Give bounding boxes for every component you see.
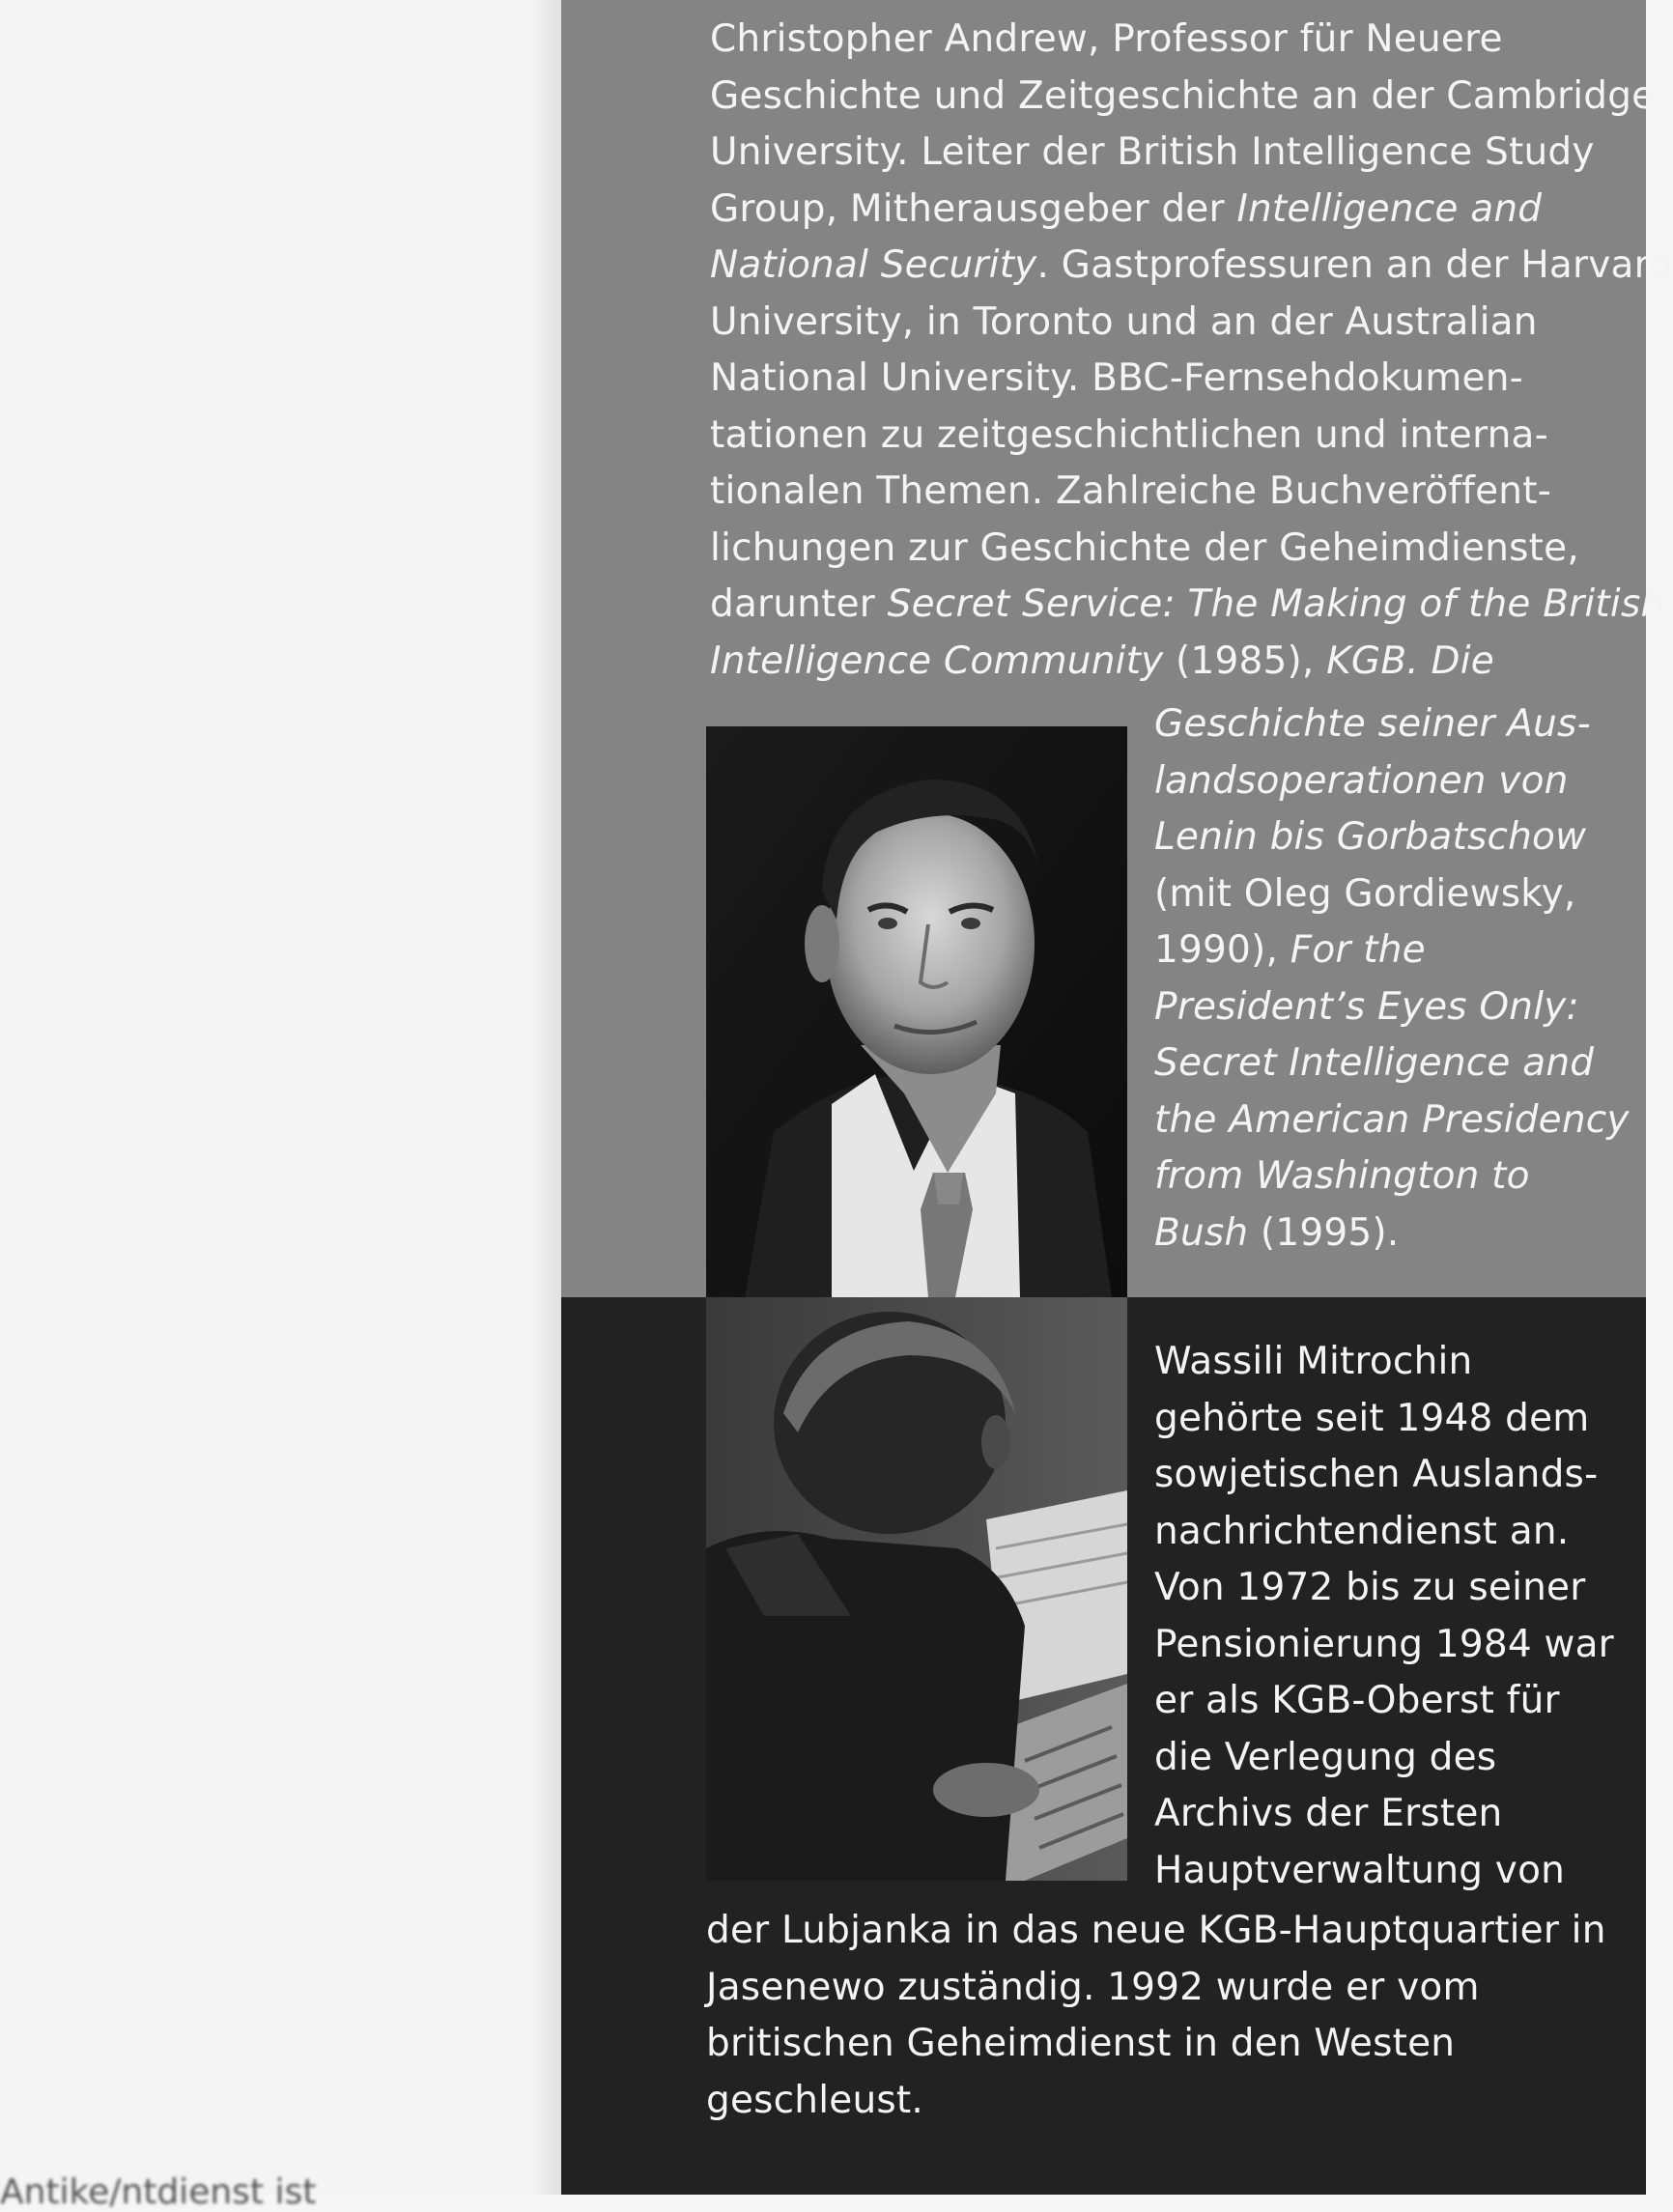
andrew-bio: [710, 12, 1673, 690]
bio-line: Lenin bis Gorbatschow: [1154, 815, 1587, 859]
bio-line: Secret Intelligence and: [1154, 1041, 1595, 1085]
mitrochin-photo: [706, 1297, 1127, 1881]
bio-line: tionalen Themen. Zahlreiche Buchveröffent-: [710, 469, 1551, 513]
bio-line: tationen zu zeitgeschichtlichen und interna-: [710, 412, 1548, 457]
journal-title: National Security: [710, 243, 1037, 287]
bio-line: Wassili Mitrochin: [1154, 1340, 1473, 1383]
bio-line: National Security. Gastprofessuren an der Harvard: [710, 243, 1673, 287]
bio-line: 1990), For the: [1154, 928, 1426, 972]
mitrochin-bio-continued: [706, 1903, 1606, 2129]
book-title: KGB. Die: [1326, 638, 1494, 683]
bio-line: University, in Toronto und an der Australian: [710, 299, 1538, 344]
bio-line: darunter Secret Service: The Making of the British: [710, 582, 1665, 626]
bio-line: der Lubjanka in das neue KGB-Hauptquartier in: [706, 1909, 1606, 1952]
bio-line: Von 1972 bis zu seiner: [1154, 1566, 1586, 1609]
bio-line: geschleust.: [706, 2078, 923, 2122]
author-flap: [561, 0, 1673, 2195]
bio-line: nachrichtendienst an.: [1154, 1509, 1570, 1553]
bio-line: Archivs der Ersten: [1154, 1792, 1503, 1835]
book-title: Intelligence Community: [710, 638, 1164, 683]
left-page: [0, 0, 561, 2212]
bio-line: President’s Eyes Only:: [1154, 984, 1579, 1029]
mitrochin-bio: [1154, 1334, 1614, 1899]
bio-line: Geschichte und Zeitgeschichte an der Cambridge: [710, 73, 1656, 118]
bio-line: lichungen zur Geschichte der Geheimdienste,: [710, 525, 1579, 570]
bio-line: Group, Mitherausgeber der Intelligence and: [710, 186, 1543, 231]
bio-line: er als KGB-Oberst für: [1154, 1679, 1560, 1722]
bio-line: gehörte seit 1948 dem: [1154, 1396, 1590, 1440]
bio-line: Intelligence Community (1985), KGB. Die: [710, 638, 1494, 683]
bio-line: Hauptverwaltung von: [1154, 1848, 1566, 1892]
andrew-bio-continued: [1154, 696, 1630, 1262]
bio-line: britischen Geheimdienst in den Westen: [706, 2022, 1456, 2065]
bio-line: die Verlegung des: [1154, 1735, 1497, 1779]
bio-line: from Washington to: [1154, 1154, 1530, 1198]
bio-line: Jasenewo zuständig. 1992 wurde er vom: [706, 1965, 1480, 2009]
bio-line: Pensionierung 1984 war: [1154, 1622, 1614, 1666]
journal-title: Intelligence and: [1236, 186, 1543, 231]
bio-line: sowjetischen Auslands-: [1154, 1453, 1599, 1496]
bio-line: Geschichte seiner Aus-: [1154, 702, 1591, 746]
spine-shadow: [529, 0, 561, 2195]
bio-line: the American Presidency: [1154, 1097, 1630, 1142]
left-page-cut-off-text: Antike/ntdienst ist: [0, 2172, 317, 2212]
bio-line: Bush (1995).: [1154, 1210, 1400, 1255]
bio-line: University. Leiter der British Intelligence Study: [710, 130, 1595, 174]
bio-line: landsoperationen von: [1154, 758, 1569, 803]
book-title: Secret Service: The Making of the British: [887, 582, 1665, 626]
bio-line: Christopher Andrew, Professor für Neuere: [710, 17, 1503, 61]
andrew-portrait-photo: [706, 726, 1127, 1297]
bio-line: National University. BBC-Fernsehdokumen-: [710, 356, 1523, 400]
bio-line: (mit Oleg Gordiewsky,: [1154, 871, 1576, 916]
